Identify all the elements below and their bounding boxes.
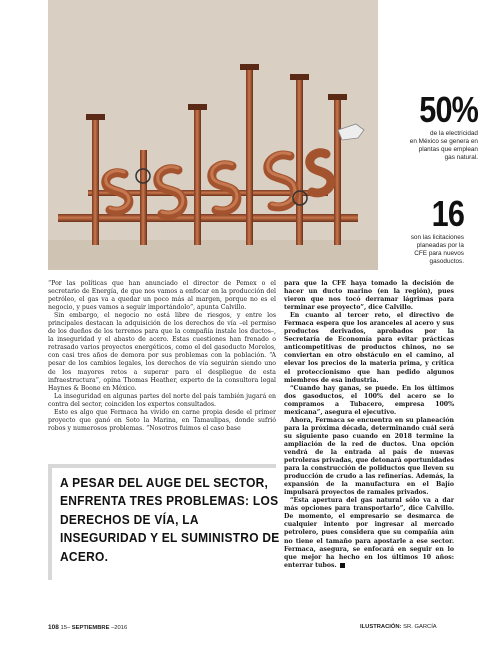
pipes-dollar-signs-art [48, 0, 378, 270]
pull-quote-frame [48, 464, 52, 580]
stat-value: 16 [431, 193, 464, 234]
article-left-column [48, 280, 276, 433]
end-of-article-icon [340, 563, 345, 568]
page-number: 108 [48, 624, 59, 631]
pipeline-dollar-illustration [48, 0, 378, 270]
paragraph: Sin embargo, el negocio no está libre de riesgos, y entre los principales destacan la adquisición de los derechos de vía –el permiso de los dueños de los terrenos para que la compañía instale los ductos–, la inseguridad y el abasto de acero. Estas cuestiones han frenado o retrasado varios proyectos energéticos, como el del gasoducto Morelos, con casi tres años de demora por sus problemas con la población. “A pesar de los cambios legales, los derechos de vía seguirán siendo uno de los mayores retos a superar para el despliegue de esta infraestructura”, opina Thomas Heather, experto de la consultora legal Haynes & Boone en México. [48, 312, 276, 392]
paragraph: Ahora, Fermaca se encuentra en su planeación para la próxima década, determinando cuál será su siguiente paso cuando en 2018 termine la ampliación de la red de ductos. Una opción vendrá de la entrada al país de nuevas petroleras privadas, que detonará oportunidades para la construcción de poliductos que lleven su producción de crudo a las refinerías. Además, la expansión de la manufactura en el Bajío impulsará proyectos de ramales privados. [284, 416, 454, 497]
stat-description: de la electricidad en México se genera en plantas que emplean gas natural. [409, 130, 478, 161]
stat-tenders [378, 193, 464, 266]
issue-date: 15– SEPTIEMBRE –2016 [60, 625, 128, 631]
pull-quote-box [48, 464, 280, 580]
article-right-column [284, 280, 454, 570]
paragraph: “Por las políticas que han anunciado el director de Pemex o el secretario de Energía, de que nos vamos a enfocar en la producción del petróleo, el gas va a quedar un poco más al margen, porque no es el negocio, y pues vamos a seguir importándolo”, apunta Calvillo. [48, 280, 276, 312]
pull-quote-text: A PESAR DEL AUGE DEL SECTOR, ENFRENTA TRES PROBLEMAS: LOS DERECHOS DE VÍA, LA INSEGURIDAD Y EL SUMINISTRO DE ACERO. [60, 475, 280, 564]
paragraph: para que la CFE haya tomado la decisión de hacer un ducto marino (en la región), pues vieron que nos tocó derramar lágrimas para terminar ese proyecto”, dice Calvillo. [284, 280, 454, 312]
stat-description: son las licitaciones planeadas por la CFE para nuevos gasoductos. [410, 234, 464, 265]
pull-quote-frame [48, 464, 276, 468]
paragraph: “Esta apertura del gas natural sólo va a dar más opciones para transportarlo”, dice Calvillo. De momento, el empresario se desmarca de cualquier intento por ingresar al mercado petrolero, pues considera que su compañía aún no tiene el tamaño para apostarle a ese sector. Fermaca, asegura, se enfocará en seguir en lo que mejor ha hecho en los últimos 10 años: enterrar tubos. [284, 497, 454, 569]
stat-value: 50% [419, 89, 478, 130]
stat-electricity [378, 89, 478, 162]
paragraph: En cuanto al tercer reto, el directivo de Fermaca espera que los aranceles al acero y sus productos derivados, aprobados por la Secretaría de Economía para evitar prácticas anticompetitivas de productos chinos, no se conviertan en otro obstáculo en el camino, al elevar los precios de la materia prima, y crítica el proteccionismo que han pedido algunos miembros de esa industria. [284, 312, 454, 384]
page-footer-left [48, 624, 127, 631]
paragraph: “Cuando hay ganas, se puede. En los últimos dos gasoductos, el 100% del acero se lo compramos a Tubacero, empresa 100% mexicana”, asegura el ejecutivo. [284, 384, 454, 416]
paragraph: La inseguridad en algunas partes del norte del país también jugará en contra del sector, coinciden los expertos consultados. [48, 392, 276, 408]
paragraph: Esto es algo que Fermaca ha vivido en carne propia desde el primer proyecto que ganó en Soto la Marina, en Tamaulipas, donde sufrió robos y numerosos problemas. “Nosotros fuimos el caso base [48, 408, 276, 432]
illustration-credit: ILUSTRACIÓN: SR. GARCÍA [360, 624, 437, 630]
